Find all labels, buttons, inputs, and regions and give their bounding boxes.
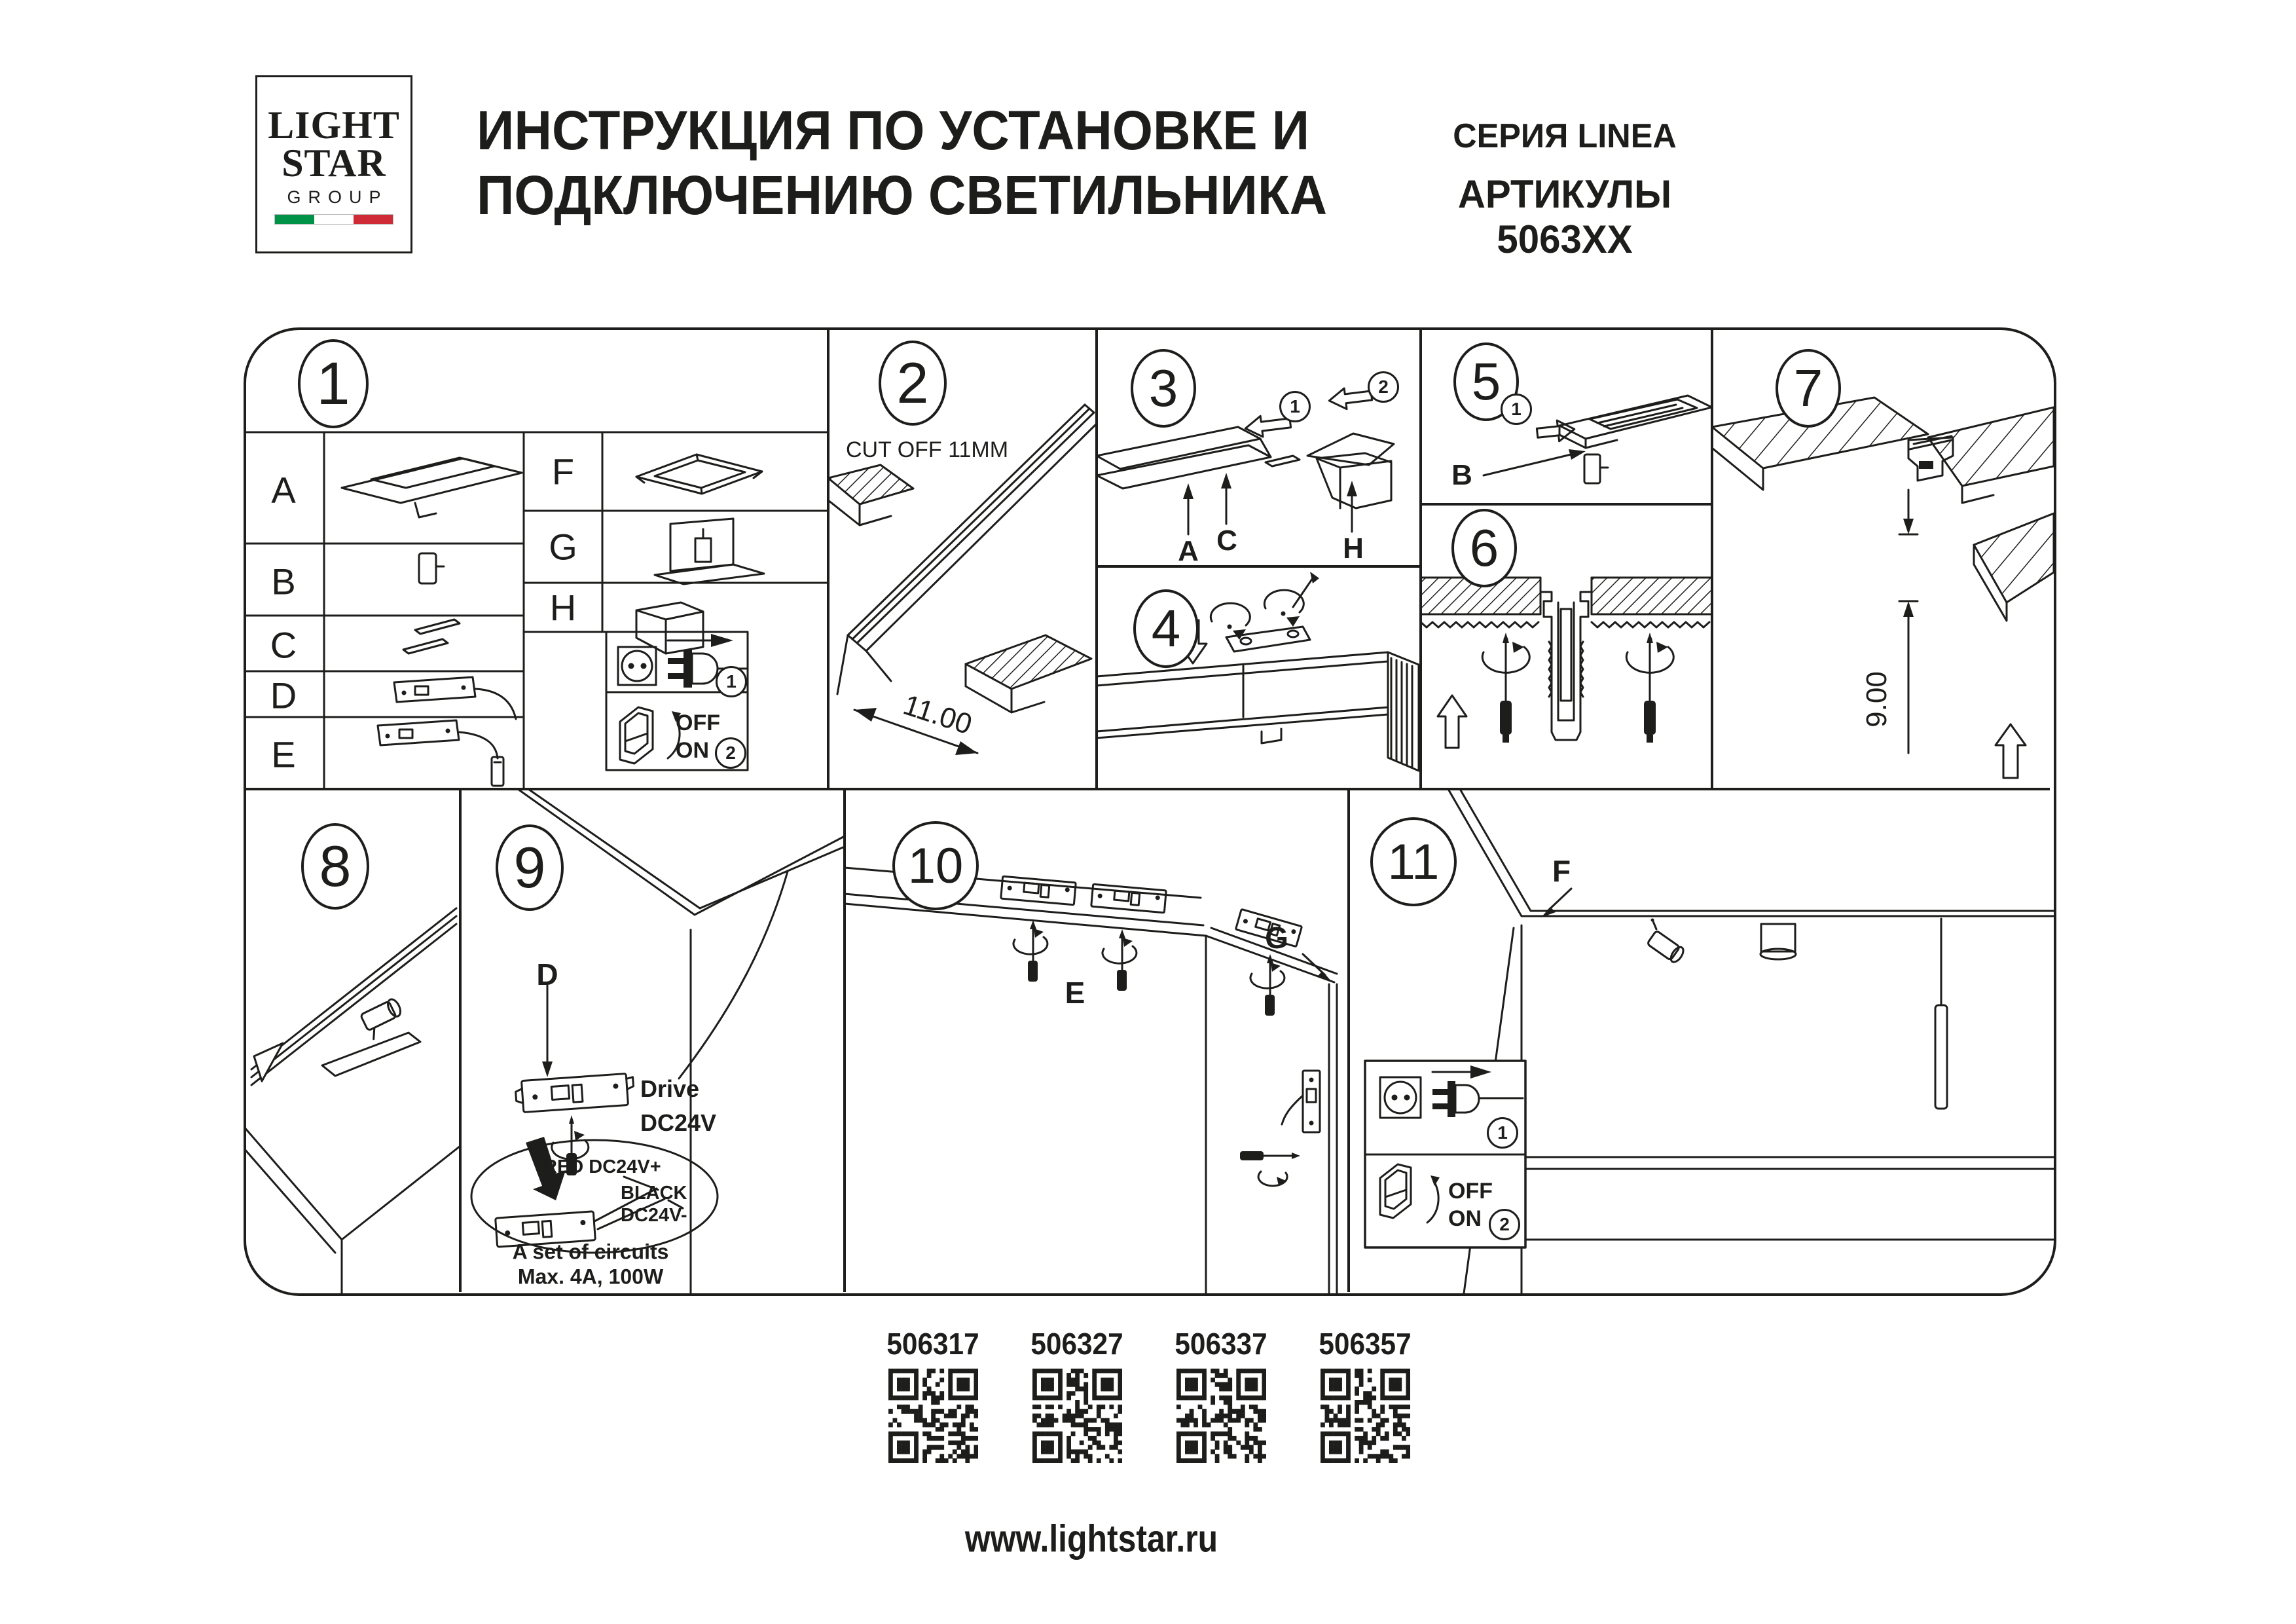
series-name: СЕРИЯ LINEA bbox=[1453, 117, 1677, 155]
qr-code-506317 bbox=[888, 1369, 978, 1463]
flag-red bbox=[354, 215, 393, 224]
logo-star: STAR bbox=[282, 141, 386, 185]
panel-3-label-h: H bbox=[1343, 532, 1364, 564]
title-line-1: ИНСТРУКЦИЯ ПО УСТАНОВКЕ И bbox=[477, 100, 1310, 161]
website-url: www.lightstar.ru bbox=[964, 1517, 1218, 1560]
panel-9-label-d: D bbox=[536, 957, 558, 991]
panel-10-label-g: G bbox=[1265, 921, 1288, 955]
wire-red-label: RED DC24V+ bbox=[543, 1156, 661, 1177]
panel-5-step-1: 1 bbox=[1501, 394, 1532, 425]
panel-7-number: 7 bbox=[1776, 349, 1841, 428]
italian-flag-bar bbox=[274, 214, 393, 225]
part-label-g: G bbox=[549, 526, 577, 568]
panel-1-step-1: 1 bbox=[716, 666, 747, 697]
part-label-h: H bbox=[549, 587, 577, 629]
panel-2-number: 2 bbox=[879, 341, 947, 426]
panel-11-on-label: ON bbox=[1448, 1206, 1482, 1231]
panel-1-off-label: OFF bbox=[676, 710, 720, 735]
panel-9-number: 9 bbox=[496, 824, 564, 911]
panel-3-label-a: A bbox=[1178, 535, 1199, 567]
drive-label-line1: Drive bbox=[640, 1075, 700, 1102]
panel-3-step-1: 1 bbox=[1279, 391, 1311, 422]
logo-group: GROUP bbox=[287, 187, 388, 207]
lightstar-logo bbox=[255, 75, 412, 253]
article-label-506337: 506337 bbox=[1175, 1327, 1267, 1361]
panel-1-on-label: ON bbox=[676, 738, 709, 763]
articles-code: АРТИКУЛЫ 5063XX bbox=[1457, 172, 1672, 261]
panel-11-number: 11 bbox=[1370, 817, 1457, 906]
part-label-c: C bbox=[270, 624, 297, 666]
circuits-note-line2: Max. 4A, 100W bbox=[517, 1264, 664, 1289]
qr-code-506327 bbox=[1032, 1369, 1122, 1463]
panel-5-number: 5 bbox=[1453, 342, 1519, 421]
qr-code-506357 bbox=[1321, 1369, 1410, 1463]
wire-black-label-line2: DC24V- bbox=[621, 1205, 687, 1226]
panel-5-label-b: B bbox=[1451, 459, 1472, 491]
panel-11-label-f: F bbox=[1552, 854, 1571, 888]
panel-4-number: 4 bbox=[1133, 589, 1199, 668]
title-line-2: ПОДКЛЮЧЕНИЮ СВЕТИЛЬНИКА bbox=[477, 164, 1328, 226]
article-label-506317: 506317 bbox=[886, 1327, 979, 1361]
panel-3-step-2: 2 bbox=[1368, 371, 1399, 403]
panel-6-number: 6 bbox=[1451, 509, 1517, 587]
article-label-506327: 506327 bbox=[1030, 1327, 1123, 1361]
page-title bbox=[477, 98, 1327, 228]
part-label-b: B bbox=[271, 561, 296, 602]
panel-3-label-c: C bbox=[1216, 525, 1237, 557]
panel-11-step-2: 2 bbox=[1489, 1209, 1520, 1240]
panel-11-off-label: OFF bbox=[1448, 1179, 1493, 1204]
cut-off-note: CUT OFF 11MM bbox=[846, 437, 1009, 462]
series-block bbox=[1387, 117, 1742, 262]
flag-green bbox=[275, 215, 314, 224]
panel-10-label-e: E bbox=[1065, 976, 1085, 1010]
wire-black-label-line1: BLACK bbox=[621, 1183, 687, 1204]
panel-1-step-2: 2 bbox=[715, 737, 746, 769]
panel-10-number: 10 bbox=[892, 821, 979, 910]
qr-code-506337 bbox=[1176, 1369, 1266, 1463]
panel-1-number: 1 bbox=[298, 339, 369, 428]
panel-3-number: 3 bbox=[1131, 349, 1196, 428]
drive-label-line2: DC24V bbox=[640, 1109, 717, 1136]
dimension-11mm: 11.00 bbox=[899, 688, 976, 741]
part-label-d: D bbox=[270, 674, 297, 716]
circuits-note-line1: A set of circuits bbox=[512, 1240, 669, 1264]
article-label-506357: 506357 bbox=[1319, 1327, 1412, 1361]
part-label-a: A bbox=[271, 469, 296, 511]
panel-11-step-1: 1 bbox=[1487, 1117, 1518, 1149]
logo-light: LIGHT bbox=[268, 103, 400, 147]
part-label-f: F bbox=[551, 451, 575, 492]
dimension-9mm: 9.00 bbox=[1861, 671, 1893, 728]
flag-white bbox=[314, 215, 354, 224]
panel-8-number: 8 bbox=[301, 823, 369, 910]
part-label-e: E bbox=[271, 733, 296, 775]
